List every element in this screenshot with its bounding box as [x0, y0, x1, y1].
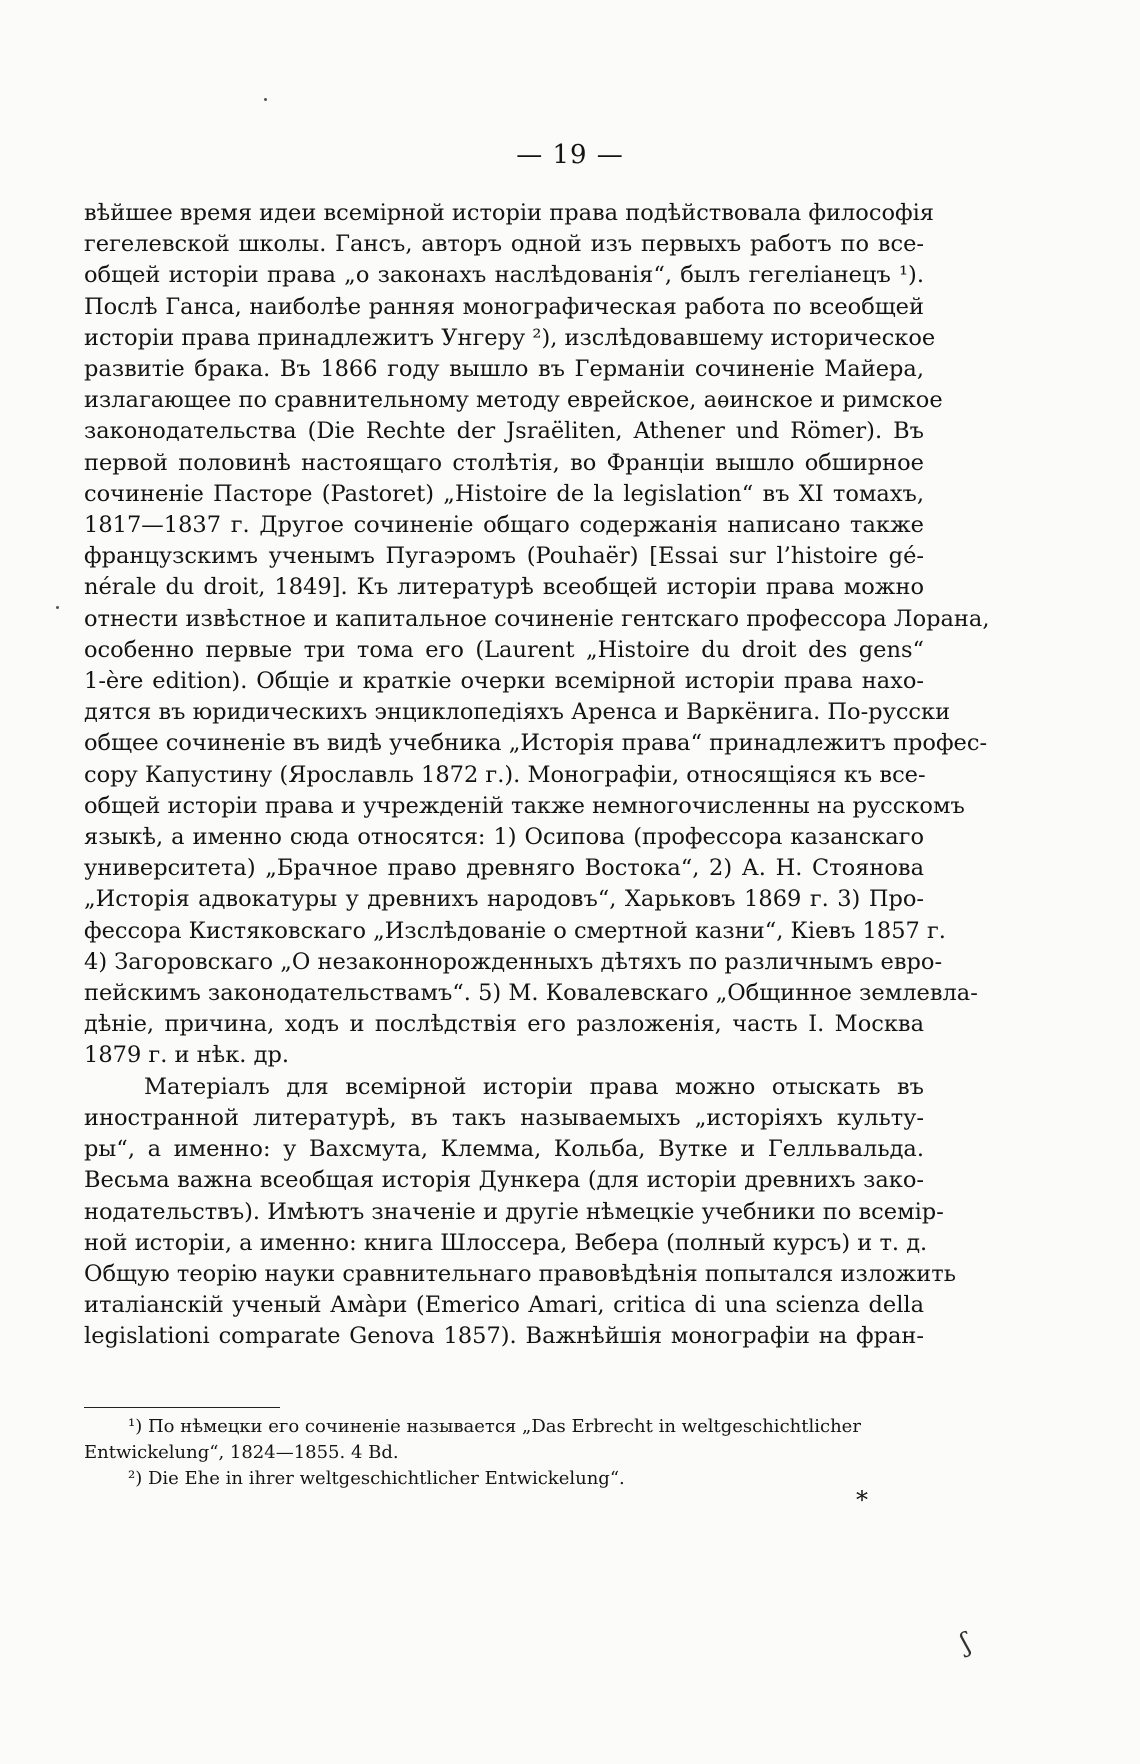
ink-speck: [56, 606, 59, 609]
footnote-line: ²) Die Ehe in ihrer weltgeschichtlicher Entwickelung“.: [128, 1468, 625, 1489]
footnotes: [84, 1414, 924, 1492]
footnote-divider: [84, 1407, 280, 1408]
text-line: отнести извѣстное и капитальное сочиненіе гентскаго профессора Лорана,: [84, 605, 990, 632]
text-line: „Исторія адвокатуры у древнихъ народовъ“, Харьковъ 1869 г. 3) Про-: [84, 886, 924, 913]
body-text: [84, 198, 990, 1353]
text-line: Весьма важна всеобщая исторія Дункера (для исторіи древнихъ зако-: [84, 1167, 924, 1194]
text-line: Общую теорію науки сравнительнаго правовѣдѣнія попытался изложить: [84, 1260, 956, 1287]
text-line: французскимъ ученымъ Пугаэромъ (Pouhaër) [Essai sur l’histoire gé-: [84, 543, 924, 570]
text-line: 1817—1837 г. Другое сочиненіе общаго содержанія написано также: [84, 512, 924, 539]
text-line: дятся въ юридическихъ энциклопедіяхъ Аренса и Варкёнига. По-русски: [84, 699, 951, 726]
text-line: излагающее по сравнительному методу еврейское, аѳинское и римское: [84, 387, 943, 414]
signature-mark: *: [856, 1486, 868, 1514]
text-line: особенно первые три тома его (Laurent „Histoire du droit des gens“: [84, 636, 924, 663]
text-line: языкѣ, а именно сюда относятся: 1) Осипова (профессора казанскаго: [84, 824, 924, 851]
text-line: пейскимъ законодательствамъ“. 5) М. Ковалевскаго „Общинное землевла-: [84, 980, 978, 1007]
text-line: первой половинѣ настоящаго столѣтія, во Франціи вышло обширное: [84, 449, 924, 476]
footnote-line: Entwickelung“, 1824—1855. 4 Bd.: [84, 1442, 399, 1463]
text-line: иностранной литературѣ, въ такъ называемыхъ „исторіяхъ культу-: [84, 1104, 924, 1131]
text-line: вѣйшее время идеи всемірной исторіи права подѣйствовала философія: [84, 200, 935, 226]
text-line: общее сочиненіе въ видѣ учебника „Исторія права“ принадлежитъ профес-: [84, 730, 988, 757]
text-line: сочиненіе Пасторе (Pastoret) „Histoire de la legislation“ въ XI томахъ,: [84, 480, 924, 507]
text-line: 1879 г. и нѣк. др.: [84, 1042, 289, 1069]
text-line: ной исторіи, а именно: книга Шлоссера, Вебера (полный курсъ) и т. д.: [84, 1229, 928, 1256]
text-line: Послѣ Ганса, наиболѣе ранняя монографическая работа по всеобщей: [84, 293, 924, 320]
page-number: — 19 —: [516, 140, 624, 170]
text-line: 4) Загоровскаго „О незаконнорожденныхъ дѣтяхъ по различнымъ евро-: [84, 948, 943, 975]
text-line: ры“, а именно: у Вахсмута, Клемма, Кольба, Вутке и Гелльвальда.: [84, 1136, 924, 1163]
text-line: законодательства (Die Rechte der Jsraëliten, Athener und Römer). Въ: [84, 418, 924, 445]
text-line: общей исторіи права „о законахъ наслѣдованія“, былъ гегеліанецъ ¹).: [84, 262, 924, 289]
text-line: nérale du droit, 1849]. Къ литературѣ всеобщей исторіи права можно: [84, 574, 924, 601]
text-line: дѣніе, причина, ходъ и послѣдствія его разложенія, часть I. Москва: [84, 1011, 924, 1038]
text-line: университета) „Брачное право древняго Востока“, 2) А. Н. Стоянова: [84, 855, 924, 882]
text-line: развитіе брака. Въ 1866 году вышло въ Германіи сочиненіе Майера,: [84, 356, 924, 383]
text-line: гегелевской школы. Гансъ, авторъ одной изъ первыхъ работъ по все-: [84, 231, 924, 258]
text-line: италіанскій ученый Амàри (Emerico Amari, critica di una scienza della: [84, 1292, 924, 1319]
text-line: исторіи права принадлежитъ Унгеру ²), изслѣдовавшему историческое: [84, 324, 936, 351]
text-line: legislationi comparate Genova 1857). Важнѣйшія монографіи на фран-: [84, 1323, 924, 1350]
footnote-line: ¹) По нѣмецки его сочиненіе называется „Das Erbrecht in weltgeschichtlicher: [128, 1416, 861, 1437]
text-line: сору Капустину (Ярославль 1872 г.). Монографіи, относящіяся къ все-: [84, 761, 926, 788]
text-line: фессора Кистяковскаго „Изслѣдованіе о смертной казни“, Кіевъ 1857 г.: [84, 917, 946, 944]
ink-speck: [264, 98, 267, 101]
text-line: 1-ère edition). Общіе и краткіе очерки всемірной исторіи права нахо-: [84, 668, 924, 695]
text-line: нодательствъ). Имѣютъ значеніе и другіе нѣмецкіе учебники по всемір-: [84, 1198, 944, 1225]
stray-pen-mark: ʃ: [957, 1627, 974, 1659]
text-line: общей исторіи права и учрежденій также немногочисленны на русскомъ: [84, 792, 965, 819]
text-line: Матеріалъ для всемірной исторіи права можно отыскать въ: [144, 1073, 924, 1100]
